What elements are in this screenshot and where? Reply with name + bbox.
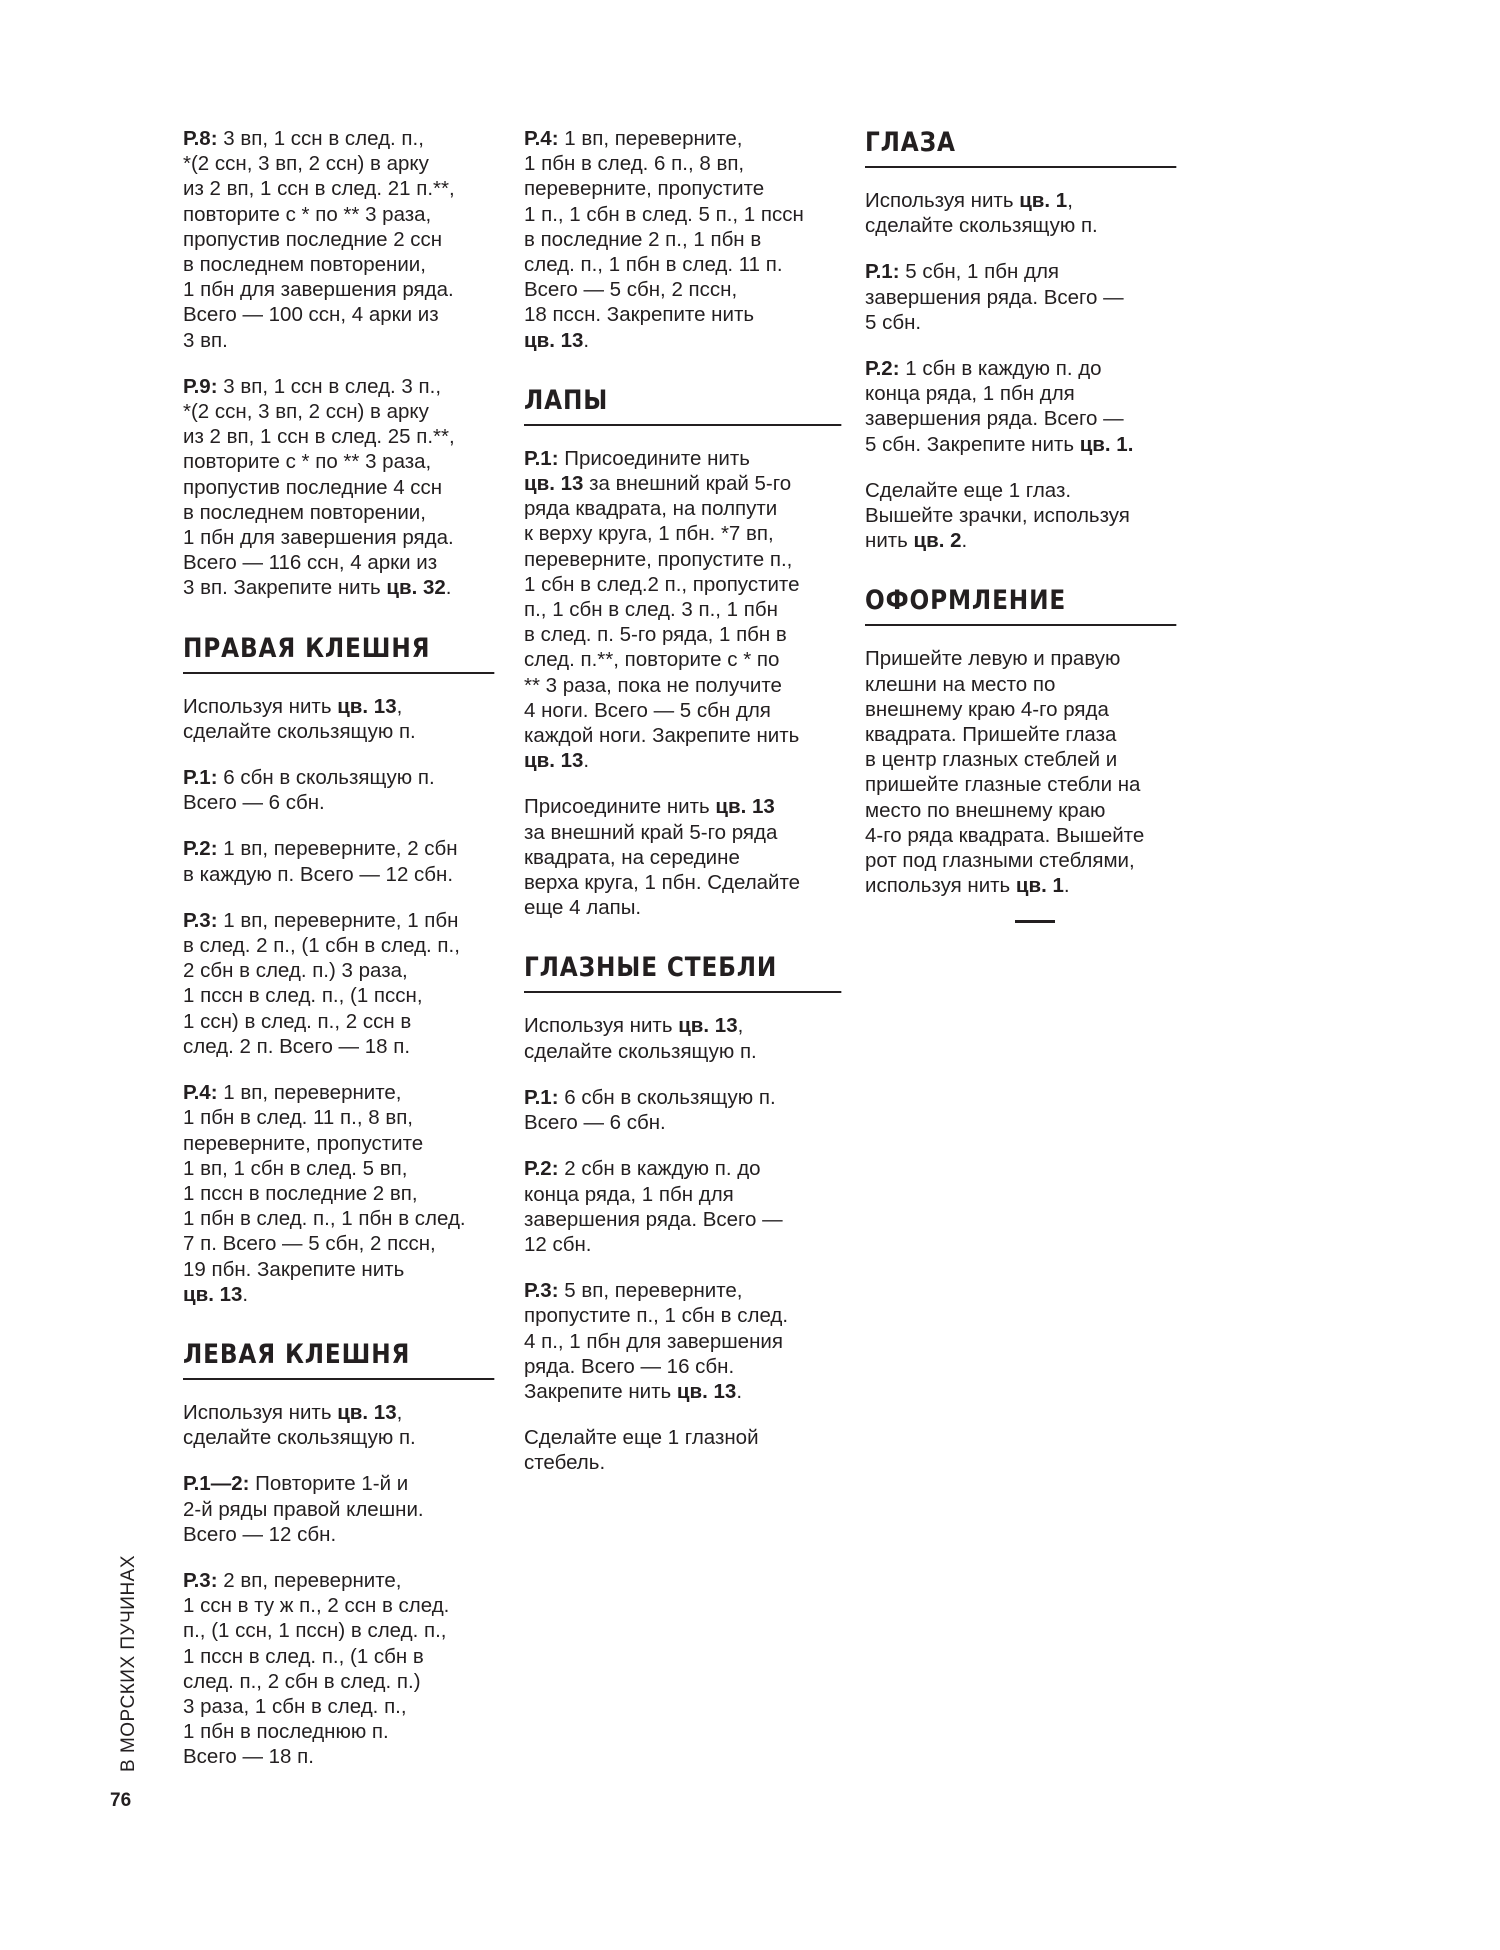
body-text: конца ряда, 1 пбн для bbox=[865, 382, 1075, 406]
body-text: повторите с * по ** 3 раза, bbox=[183, 202, 432, 226]
pattern-paragraph bbox=[865, 188, 1177, 238]
body-text: ** 3 раза, пока не получите bbox=[524, 673, 782, 697]
section-heading: ГЛАЗА bbox=[865, 126, 1176, 168]
body-text: из 2 вп, 1 ссн в след. 21 п.**, bbox=[183, 177, 455, 201]
body-text: , bbox=[396, 1400, 403, 1424]
emphasis-text: Р.9: bbox=[183, 374, 218, 398]
body-text: , bbox=[737, 1014, 744, 1038]
body-text: 2 сбн в каждую п. до bbox=[558, 1157, 761, 1181]
body-text: 4 п., 1 пбн для завершения bbox=[524, 1329, 783, 1353]
emphasis-text: Р.1—2: bbox=[183, 1472, 250, 1496]
body-text: в каждую п. Всего — 12 сбн. bbox=[183, 862, 454, 886]
body-text: сделайте скользящую п. bbox=[865, 214, 1098, 238]
column-middle bbox=[524, 126, 842, 1497]
body-text: . bbox=[1063, 874, 1070, 898]
body-text: 4-го ряда квадрата. Вышейте bbox=[865, 823, 1145, 847]
body-text: в последнем повторении, bbox=[183, 253, 426, 277]
body-text: переверните, пропустите bbox=[183, 1131, 424, 1155]
body-text: в последние 2 п., 1 пбн в bbox=[524, 227, 762, 251]
body-text: квадрата. Пришейте глаза bbox=[865, 723, 1117, 747]
body-text: 3 вп. Закрепите нить bbox=[183, 576, 387, 600]
pattern-paragraph bbox=[183, 374, 495, 601]
body-text: повторите с * по ** 3 раза, bbox=[183, 450, 432, 474]
body-text: Всего — 6 сбн. bbox=[183, 791, 325, 815]
body-text: в последнем повторении, bbox=[183, 500, 426, 524]
body-text: сделайте скользящую п. bbox=[183, 1426, 416, 1450]
pattern-paragraph bbox=[524, 1278, 842, 1404]
body-text: *(2 ссн, 3 вп, 2 ссн) в арку bbox=[183, 400, 429, 424]
body-text: 2 сбн в след. п.) 3 раза, bbox=[183, 959, 408, 983]
emphasis-text: Р.3: bbox=[183, 908, 218, 932]
body-text: каждой ноги. Закрепите нить bbox=[524, 724, 800, 748]
body-text: 3 вп, 1 ссн в след. п., bbox=[217, 127, 424, 150]
body-text: 1 пбн для завершения ряда. bbox=[183, 526, 454, 550]
section-heading: ОФОРМЛЕНИЕ bbox=[865, 574, 1176, 626]
body-text: 1 вп, переверните, bbox=[558, 127, 743, 150]
body-text: 2-й ряды правой клешни. bbox=[183, 1497, 424, 1521]
pattern-paragraph bbox=[524, 1156, 842, 1257]
body-text: Закрепите нить bbox=[524, 1379, 677, 1403]
body-text: . bbox=[583, 328, 590, 352]
body-text: 18 пссн. Закрепите нить bbox=[524, 303, 755, 327]
body-text: пришейте глазные стебли на bbox=[865, 773, 1141, 797]
body-text: 3 вп, 1 ссн в след. 3 п., bbox=[217, 374, 442, 398]
body-text: Сделайте еще 1 глаз. bbox=[865, 478, 1072, 502]
emphasis-text: Р.2: bbox=[865, 357, 900, 381]
section-heading: ЛАПЫ bbox=[524, 374, 841, 426]
pattern-paragraph bbox=[183, 1471, 495, 1547]
body-text: за внешний край 5-го bbox=[583, 472, 792, 496]
body-text: Всего — 12 сбн. bbox=[183, 1522, 337, 1546]
section-heading: ПРАВАЯ КЛЕШНЯ bbox=[183, 622, 494, 674]
pattern-paragraph bbox=[183, 1568, 495, 1770]
body-text: в след. п. 5-го ряда, 1 пбн в bbox=[524, 623, 787, 647]
section-heading: ГЛАЗНЫЕ СТЕБЛИ bbox=[524, 941, 841, 993]
body-text: Всего — 6 сбн. bbox=[524, 1111, 666, 1135]
pattern-paragraph bbox=[183, 1080, 495, 1307]
pattern-paragraph bbox=[865, 646, 1177, 898]
body-text: переверните, пропустите bbox=[524, 177, 765, 201]
body-text: 1 пссн в след. п., (1 сбн в bbox=[183, 1644, 424, 1668]
body-text: в центр глазных стеблей и bbox=[865, 748, 1118, 772]
body-text: место по внешнему краю bbox=[865, 798, 1106, 822]
body-text: сделайте скользящую п. bbox=[183, 719, 416, 743]
body-text: . bbox=[961, 529, 968, 553]
body-text: Повторите 1-й и bbox=[249, 1472, 409, 1496]
body-text: 12 сбн. bbox=[524, 1232, 592, 1256]
body-text: сделайте скользящую п. bbox=[524, 1039, 757, 1063]
pattern-paragraph bbox=[865, 356, 1177, 457]
body-text: Всего — 116 ссн, 4 арки из bbox=[183, 551, 438, 575]
emphasis-text: Р.3: bbox=[183, 1568, 218, 1592]
body-text: Всего — 5 сбн, 2 пссн, bbox=[524, 278, 738, 302]
body-text: 3 вп. bbox=[183, 328, 228, 352]
pattern-paragraph bbox=[865, 478, 1177, 554]
emphasis-text: Р.8: bbox=[183, 127, 218, 150]
body-text: 1 пбн в след. 11 п., 8 вп, bbox=[183, 1106, 414, 1130]
body-text: Всего — 100 ссн, 4 арки из bbox=[183, 303, 439, 327]
body-text: Присоедините нить bbox=[524, 795, 716, 819]
body-text: 5 сбн, 1 пбн для bbox=[899, 260, 1060, 284]
body-text: из 2 вп, 1 ссн в след. 25 п.**, bbox=[183, 425, 455, 449]
column-right bbox=[865, 126, 1177, 923]
pattern-paragraph bbox=[524, 1425, 842, 1475]
body-text: 19 пбн. Закрепите нить bbox=[183, 1257, 405, 1281]
body-text: . bbox=[583, 749, 590, 773]
emphasis-text: Р.1: bbox=[524, 1085, 559, 1109]
emphasis-text: цв. 32 bbox=[386, 576, 446, 600]
body-text: рот под глазными стеблями, bbox=[865, 849, 1135, 873]
body-text: нить bbox=[865, 529, 914, 553]
body-text: 2 вп, переверните, bbox=[217, 1568, 402, 1592]
body-text: 6 сбн в скользящую п. bbox=[558, 1085, 776, 1109]
emphasis-text: цв. 13 bbox=[676, 1379, 737, 1403]
emphasis-text: цв. 13 bbox=[678, 1014, 738, 1038]
body-text: . bbox=[736, 1379, 743, 1403]
emphasis-text: Р.3: bbox=[524, 1279, 559, 1303]
pattern-paragraph bbox=[183, 126, 495, 353]
body-text: , bbox=[396, 694, 403, 718]
body-text: Присоедините нить bbox=[558, 446, 750, 470]
body-text: . bbox=[242, 1282, 249, 1306]
emphasis-text: Р.2: bbox=[524, 1157, 559, 1181]
emphasis-text: цв. 13 bbox=[524, 749, 584, 773]
body-text: 1 пбн в след. п., 1 пбн в след. bbox=[183, 1207, 466, 1231]
body-text: ряда квадрата, на полпути bbox=[524, 497, 778, 521]
body-text: переверните, пропустите п., bbox=[524, 547, 793, 571]
emphasis-text: цв. 13 bbox=[524, 328, 584, 352]
body-text: в след. 2 п., (1 сбн в след. п., bbox=[183, 934, 460, 958]
body-text: 3 раза, 1 сбн в след. п., bbox=[183, 1694, 407, 1718]
body-text: 1 ссн в ту ж п., 2 ссн в след. bbox=[183, 1594, 450, 1618]
pattern-paragraph bbox=[865, 259, 1177, 335]
pattern-paragraph bbox=[524, 446, 842, 774]
page-number: 76 bbox=[110, 1790, 132, 1811]
emphasis-text: цв. 13 bbox=[524, 472, 584, 496]
body-text: 6 сбн в скользящую п. bbox=[217, 766, 435, 790]
emphasis-text: цв. 13 bbox=[715, 795, 775, 819]
body-text: Вышейте зрачки, используя bbox=[865, 504, 1130, 528]
body-text: 1 п., 1 сбн в след. 5 п., 1 пссн bbox=[524, 202, 804, 226]
body-text: Используя нить bbox=[524, 1014, 679, 1038]
body-text: клешни на место по bbox=[865, 672, 1056, 696]
body-text: Всего — 18 п. bbox=[183, 1745, 314, 1769]
body-text: 5 сбн. bbox=[865, 310, 922, 334]
body-text: 1 вп, переверните, bbox=[217, 1081, 402, 1105]
body-text: 1 вп, переверните, 2 сбн bbox=[217, 837, 458, 861]
section-heading: ЛЕВАЯ КЛЕШНЯ bbox=[183, 1328, 494, 1380]
body-text: 1 пбн для завершения ряда. bbox=[183, 278, 454, 302]
body-text: ряда. Всего — 16 сбн. bbox=[524, 1354, 735, 1378]
emphasis-text: Р.1: bbox=[524, 446, 559, 470]
pattern-paragraph bbox=[183, 836, 495, 886]
pattern-paragraph bbox=[183, 694, 495, 744]
pattern-paragraph bbox=[524, 1013, 842, 1063]
pattern-paragraph bbox=[524, 1085, 842, 1135]
body-text: след. 2 п. Всего — 18 п. bbox=[183, 1034, 411, 1058]
emphasis-text: цв. 13 bbox=[337, 1400, 397, 1424]
body-text: еще 4 лапы. bbox=[524, 896, 642, 920]
body-text: . bbox=[445, 576, 452, 600]
body-text: 1 пбн в последнюю п. bbox=[183, 1720, 389, 1744]
body-text: 1 сбн в след.2 п., пропустите bbox=[524, 572, 800, 596]
body-text: квадрата, на середине bbox=[524, 845, 740, 869]
body-text: 5 сбн. Закрепите нить bbox=[865, 432, 1080, 456]
emphasis-text: цв. 1 bbox=[1015, 874, 1064, 898]
emphasis-text: Р.2: bbox=[183, 837, 218, 861]
body-text: к верху круга, 1 пбн. *7 вп, bbox=[524, 522, 774, 546]
emphasis-text: Р.4: bbox=[524, 127, 559, 150]
body-text: Пришейте левую и правую bbox=[865, 647, 1121, 671]
body-text: 7 п. Всего — 5 сбн, 2 пссн, bbox=[183, 1232, 436, 1256]
body-text: внешнему краю 4-го ряда bbox=[865, 697, 1109, 721]
body-text: , bbox=[1067, 189, 1073, 212]
emphasis-text: Р.4: bbox=[183, 1081, 218, 1105]
body-text: 1 пссн в след. п., (1 пссн, bbox=[183, 984, 423, 1008]
body-text: след. п., 1 пбн в след. 11 п. bbox=[524, 253, 783, 277]
body-text: Используя нить bbox=[183, 1400, 338, 1424]
column-left bbox=[183, 126, 495, 1791]
body-text: след. п., 2 сбн в след. п.) bbox=[183, 1669, 421, 1693]
pattern-paragraph bbox=[183, 1400, 495, 1450]
body-text: пропустив последние 4 ссн bbox=[183, 475, 443, 499]
body-text: *(2 ссн, 3 вп, 2 ссн) в арку bbox=[183, 152, 429, 176]
end-of-pattern-dash bbox=[1015, 920, 1055, 923]
pattern-paragraph bbox=[183, 908, 495, 1059]
body-text: след. п.**, повторите с * по bbox=[524, 648, 780, 672]
emphasis-text: Р.1: bbox=[183, 766, 218, 790]
body-text: 1 ссн) в след. п., 2 ссн в bbox=[183, 1009, 412, 1033]
body-text: 5 вп, переверните, bbox=[558, 1279, 743, 1303]
body-text: используя нить bbox=[865, 874, 1016, 898]
pattern-paragraph bbox=[524, 794, 842, 920]
body-text: Используя нить bbox=[865, 189, 1020, 212]
pattern-paragraph bbox=[183, 765, 495, 815]
body-text: Сделайте еще 1 глазной bbox=[524, 1426, 759, 1450]
body-text: 1 вп, 1 сбн в след. 5 вп, bbox=[183, 1156, 408, 1180]
section-label: В МОРСКИХ ПУЧИНАХ bbox=[118, 1554, 139, 1772]
emphasis-text: цв. 1. bbox=[1079, 432, 1134, 456]
body-text: стебель. bbox=[524, 1451, 606, 1475]
emphasis-text: цв. 2 bbox=[913, 529, 962, 553]
body-text: п., 1 сбн в след. 3 п., 1 пбн bbox=[524, 598, 778, 622]
body-text: завершения ряда. Всего — bbox=[865, 285, 1124, 309]
body-text: пропустите п., 1 сбн в след. bbox=[524, 1304, 789, 1328]
body-text: 1 пссн в последние 2 вп, bbox=[183, 1181, 418, 1205]
body-text: п., (1 ссн, 1 пссн) в след. п., bbox=[183, 1619, 447, 1643]
body-text: завершения ряда. Всего — bbox=[865, 407, 1124, 431]
emphasis-text: цв. 13 bbox=[183, 1282, 243, 1306]
body-text: 1 сбн в каждую п. до bbox=[899, 357, 1102, 381]
body-text: конца ряда, 1 пбн для bbox=[524, 1182, 734, 1206]
body-text: Используя нить bbox=[183, 694, 338, 718]
emphasis-text: цв. 13 bbox=[337, 694, 397, 718]
body-text: верха круга, 1 пбн. Сделайте bbox=[524, 871, 801, 895]
body-text: 4 ноги. Всего — 5 сбн для bbox=[524, 698, 771, 722]
pattern-paragraph bbox=[524, 126, 842, 353]
emphasis-text: цв. 1 bbox=[1019, 189, 1068, 212]
emphasis-text: Р.1: bbox=[865, 260, 900, 284]
body-text: за внешний край 5-го ряда bbox=[524, 820, 778, 844]
body-text: пропустив последние 2 ссн bbox=[183, 227, 443, 251]
body-text: завершения ряда. Всего — bbox=[524, 1207, 783, 1231]
body-text: 1 пбн в след. 6 п., 8 вп, bbox=[524, 152, 745, 176]
body-text: 1 вп, переверните, 1 пбн bbox=[217, 908, 459, 932]
